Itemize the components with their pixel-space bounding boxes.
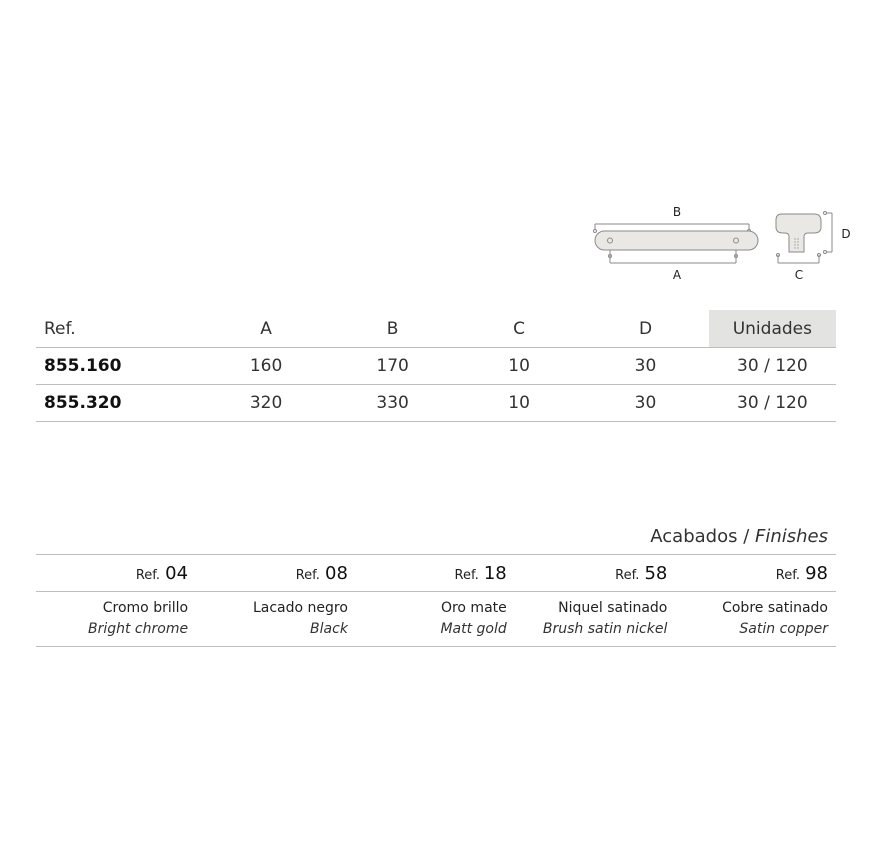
finish-ref: [675, 555, 836, 592]
finish-name: [196, 592, 356, 647]
finish-name: [515, 592, 676, 647]
finish-name-es: Cromo brillo: [102, 600, 189, 616]
label-d: D: [841, 227, 851, 241]
ref-prefix: Ref.: [775, 567, 800, 583]
header-ref: Ref.: [36, 310, 203, 348]
finishes-ref-row: [36, 555, 836, 592]
ref-prefix: Ref.: [135, 567, 161, 583]
cell-a: 160: [203, 348, 330, 385]
table-row: [36, 348, 836, 385]
finish-ref: [515, 555, 676, 592]
finish-name: [36, 592, 196, 647]
cell-ref: 855.160: [36, 348, 203, 385]
finish-code: 08: [325, 562, 348, 584]
dimensions-header-row: [36, 310, 836, 348]
finishes-title: [36, 526, 828, 547]
handle-dimension-diagram: [588, 200, 858, 290]
cell-a: 320: [203, 385, 330, 422]
finishes-title-en: Finishes: [754, 526, 828, 547]
cell-d: 30: [582, 348, 708, 385]
header-a: A: [203, 310, 330, 348]
finish-name-en: Black: [310, 621, 348, 637]
handle-end-view: [776, 214, 821, 252]
cell-c: 10: [456, 348, 582, 385]
label-a: A: [672, 268, 682, 282]
header-b: B: [329, 310, 456, 348]
finish-name-es: Oro mate: [440, 600, 507, 616]
finish-name: [356, 592, 515, 647]
finish-ref: [36, 555, 196, 592]
cell-b: 330: [329, 385, 456, 422]
dimension-c: [777, 254, 821, 264]
finish-code: 98: [805, 562, 828, 584]
finish-code: 58: [644, 562, 668, 584]
handle-drawing: [588, 200, 858, 290]
cell-units: 30 / 120: [709, 348, 836, 385]
finishes-table: [36, 554, 836, 647]
finish-name-en: Satin copper: [739, 621, 828, 637]
ref-prefix: Ref.: [454, 567, 479, 583]
finish-name: [675, 592, 836, 647]
cell-units: 30 / 120: [709, 385, 836, 422]
header-units: Unidades: [709, 310, 836, 348]
cell-d: 30: [582, 385, 708, 422]
finish-name-en: Brush satin nickel: [542, 621, 668, 637]
dimension-d: [824, 212, 833, 254]
finishes-title-separator: /: [737, 526, 755, 547]
finish-code: 18: [483, 562, 507, 584]
finishes-name-row: [36, 592, 836, 647]
dimensions-table: [36, 310, 836, 422]
finish-name-es: Lacado negro: [252, 600, 348, 616]
cell-ref: 855.320: [36, 385, 203, 422]
finish-name-en: Matt gold: [440, 621, 507, 637]
cell-b: 170: [329, 348, 456, 385]
finishes-title-es: Acabados: [650, 526, 738, 547]
dimension-a: [609, 250, 738, 263]
header-c: C: [456, 310, 582, 348]
finish-name-es: Niquel satinado: [558, 600, 668, 616]
table-row: [36, 385, 836, 422]
finish-name-en: Bright chrome: [87, 621, 189, 637]
header-d: D: [582, 310, 708, 348]
finish-ref: [356, 555, 515, 592]
ref-prefix: Ref.: [295, 567, 320, 583]
cell-c: 10: [456, 385, 582, 422]
finish-name-es: Cobre satinado: [722, 600, 828, 616]
label-b: B: [672, 205, 682, 219]
finish-code: 04: [165, 562, 189, 584]
ref-prefix: Ref.: [615, 567, 640, 583]
label-c: C: [794, 268, 804, 282]
finish-ref: [196, 555, 356, 592]
